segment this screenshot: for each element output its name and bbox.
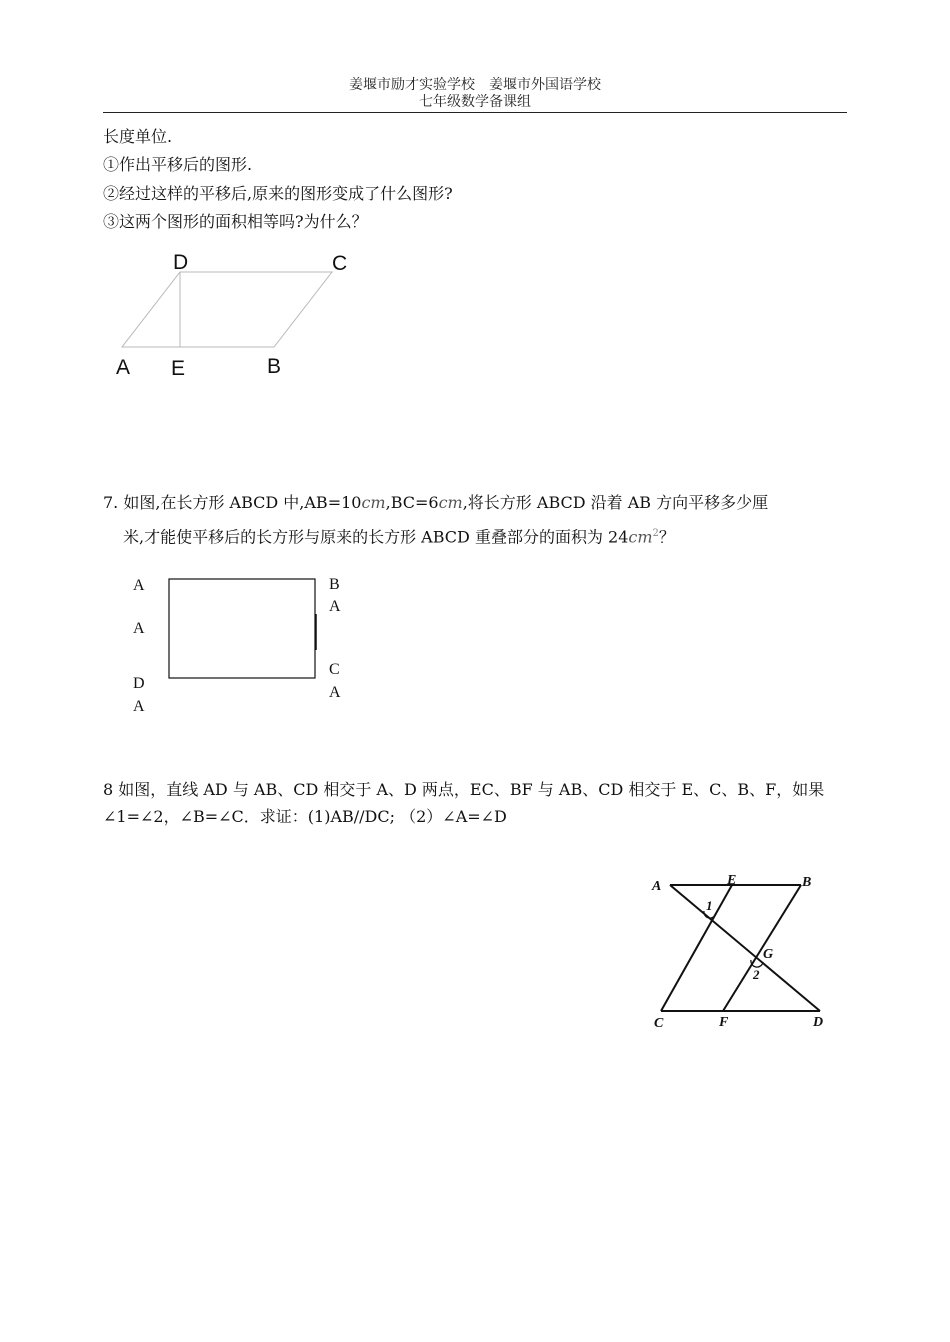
left-label-4: A [133, 698, 145, 715]
p7-text-4: 米,才能使平移后的长方形与原来的长方形 ABCD 重叠部分的面积为 24 [123, 527, 629, 547]
label-g3: G [763, 947, 774, 962]
line-ec [661, 885, 732, 1011]
left-label-1: A [133, 577, 145, 594]
label-c3: C [654, 1016, 664, 1031]
label-angle-2: 2 [753, 967, 760, 982]
question-3: ③这两个图形的面积相等吗?为什么？ [103, 212, 368, 231]
label-a3: A [652, 879, 662, 894]
question-1: ①作出平移后的图形. [103, 155, 253, 174]
intro-line: 长度单位. [103, 127, 173, 146]
p7-text-3: ,将长方形 ABCD 沿着 AB 方向平移多少厘 [462, 493, 769, 512]
intersecting-lines-figure [640, 865, 840, 1040]
question-2: ②经过这样的平移后,原来的图形变成了什么图形? [103, 184, 453, 203]
parallelogram-shape [122, 272, 332, 347]
problem-7-line-1 [103, 492, 768, 514]
p7-text-5: ？ [658, 527, 675, 547]
line-bf [723, 885, 801, 1011]
right-label-4: A [329, 684, 341, 701]
label-e3: E [727, 873, 737, 888]
p7-unit-2: cm [438, 493, 463, 512]
p7-text-2: ,BC=6 [385, 493, 439, 512]
left-label-2: A [133, 620, 145, 637]
line-ad [670, 885, 820, 1011]
label-f3: F [719, 1015, 729, 1030]
header-schools: 姜堰市励才实验学校 姜堰市外国语学校 [349, 77, 601, 93]
parallelogram-figure [100, 240, 380, 385]
header-group: 七年级数学备课组 [419, 94, 531, 110]
right-label-3: C [329, 661, 340, 678]
label-b: B [267, 355, 282, 378]
right-label-2: A [329, 598, 341, 615]
left-label-3: D [133, 675, 145, 692]
p7-unit-1: cm [361, 493, 386, 512]
p7-exponent: 2 [652, 528, 659, 539]
header-rule [103, 112, 847, 113]
problem-7-line-2 [123, 523, 675, 548]
problem-8-line-1: 8 如图，直线 AD 与 AB、CD 相交于 A、D 两点，EC、BF 与 AB、CD 相交于 E、C、B、F，如果 [103, 780, 825, 799]
label-d3: D [813, 1015, 824, 1030]
right-label-1: B [329, 576, 340, 593]
label-d: D [173, 251, 189, 274]
label-c: C [332, 252, 348, 275]
rectangle-figure [125, 570, 365, 720]
label-a: A [116, 356, 131, 379]
p7-text-1: 7. 如图,在长方形 ABCD 中,AB=10 [103, 493, 362, 512]
problem-8-line-2: ∠1=∠2，∠B=∠C．求证：(1)AB//DC; （2）∠A=∠D [103, 807, 507, 826]
label-angle-1: 1 [706, 898, 713, 913]
label-e: E [171, 357, 186, 380]
label-b3: B [802, 875, 812, 890]
p7-unit-3: cm [628, 527, 653, 547]
rectangle-abcd [169, 579, 315, 678]
